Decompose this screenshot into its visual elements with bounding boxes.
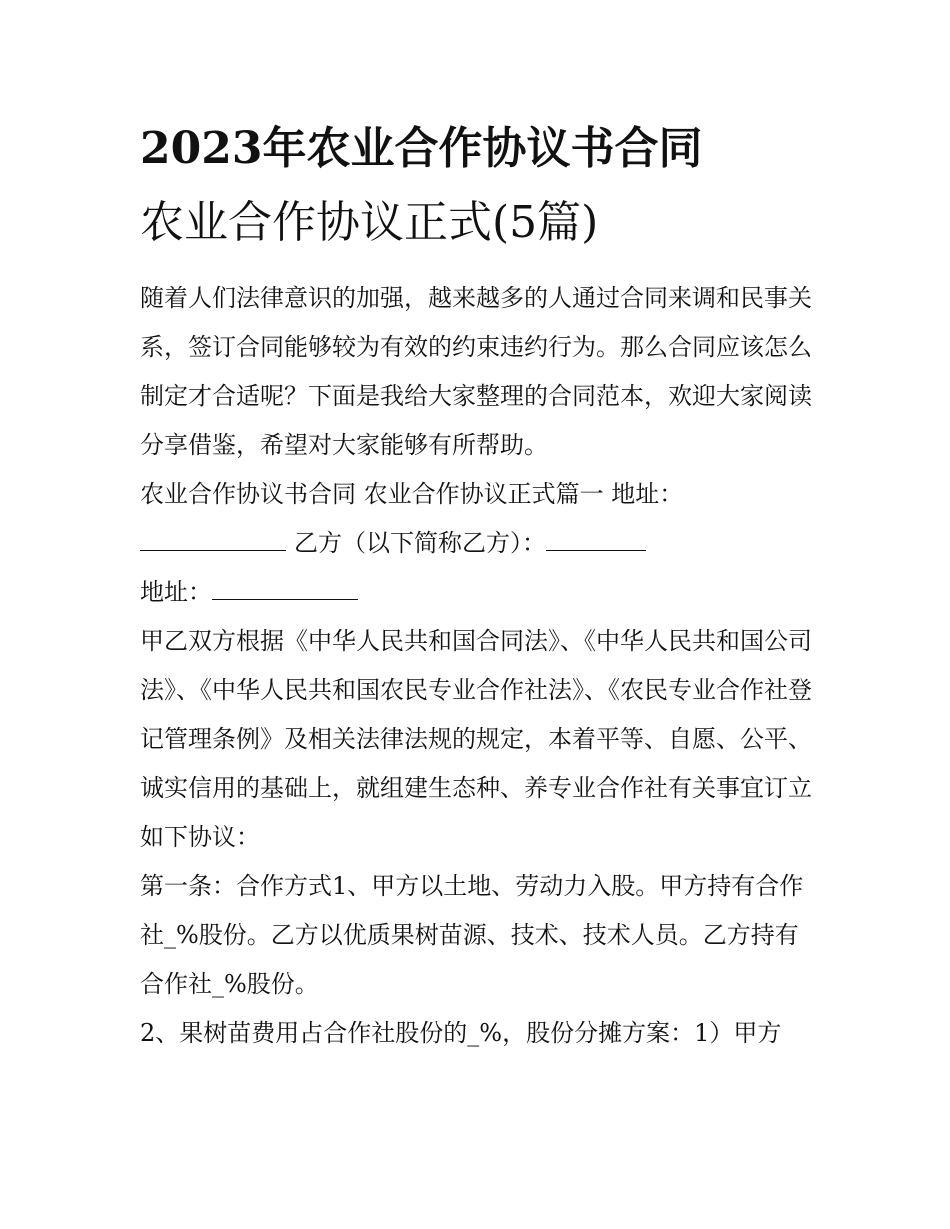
address-blank: [140, 524, 286, 551]
article-1-item-2: 2、果树苗费用占合作社股份的_%，股份分摊方案：1）甲方: [140, 1019, 782, 1047]
section-heading: 农业合作协议书合同 农业合作协议正式篇一 地址：: [140, 480, 684, 508]
intro-paragraph: 随着人们法律意识的加强，越来越多的人通过合同来调和民事关系，签订合同能够较为有效的约束违约行为。那么合同应该怎么制定才合适呢？下面是我给大家整理的合同范本，欢迎大家阅读分享借鉴，希望对大家能够有所帮助。: [140, 284, 812, 459]
document-page: [140, 112, 820, 1058]
legal-basis-paragraph: 甲乙双方根据《中华人民共和国合同法》、《中华人民共和国公司法》、《中华人民共和国农民专业合作社法》、《农民专业合作社登记管理条例》及相关法律法规的规定，本着平等、自愿、公平、诚实信用的基础上，就组建生态种、养专业合作社有关事宜订立如下协议：: [140, 627, 812, 851]
address-label: 地址：: [140, 578, 212, 606]
party-b-label: 乙方（以下简称乙方）：: [294, 529, 546, 557]
party-b-address-blank: [212, 573, 358, 600]
document-body: [140, 274, 820, 1058]
article-1-paragraph: 第一条：合作方式1、甲方以土地、劳动力入股。甲方持有合作社_%股份。乙方以优质果树苗源、技术、技术人员。乙方持有合作社_%股份。: [140, 872, 804, 998]
document-title-line2: 农业合作协议正式(5篇): [140, 197, 599, 248]
address-line: [140, 568, 820, 617]
party-b-blank: [546, 524, 646, 551]
document-title-line1: 2023年农业合作协议书合同: [140, 123, 703, 174]
party-b-line: [140, 519, 820, 568]
